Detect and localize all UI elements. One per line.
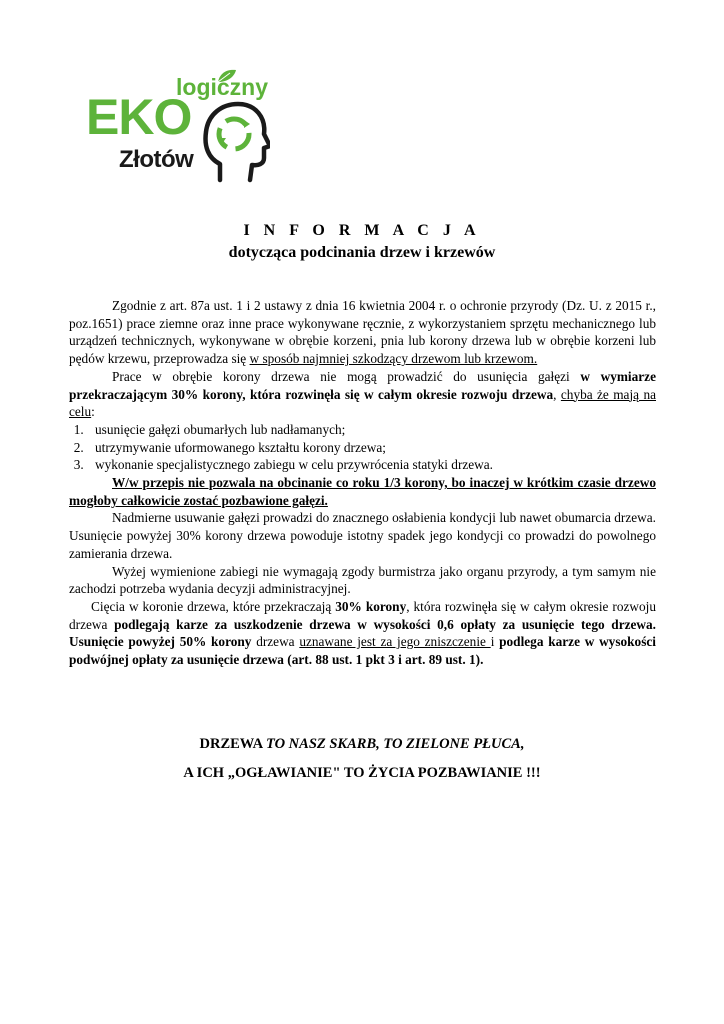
list-item: 3. wykonanie specjalistycznego zabiegu w celu przywrócenia statyki drzewa.: [87, 456, 656, 474]
list-item: 1. usunięcie gałęzi obumarłych lub nadłamanych;: [87, 421, 656, 439]
logo-word-eko: EKO: [86, 89, 192, 145]
exceptions-list: [69, 421, 656, 474]
document-title: I N F O R M A C J A: [243, 222, 481, 239]
p5-t4: i: [490, 634, 500, 650]
p5-t2: , która rozwinęła się w całym okresie rozwoju drzewa: [69, 598, 656, 632]
p1-underlined: w sposób najmniej szkodzący drzewom lub krzewom.: [249, 351, 538, 367]
p2-text-b: ,: [553, 386, 561, 402]
slogan-line-1-a: DRZEWA: [199, 736, 266, 752]
paragraph-penalties: [69, 598, 656, 669]
slogan-line-1-b: TO NASZ SKARB, TO ZIELONE PŁUCA,: [265, 736, 525, 752]
paragraph-no-permit: Wyżej wymienione zabiegi nie wymagają zgody burmistrza jako organu przyrody, a tym samym nie zachodzi potrzeba wydania decyzji administracyjnej.: [69, 563, 656, 597]
p1-text: Zgodnie z art. 87a ust. 1 i 2 ustawy z dnia 16 kwietnia 2004 r. o ochronie przyrody (Dz. U. z 2015 r., poz.1651) prace ziemne oraz inne prace wykonywane ręcznie, z wykorzystaniem sprzętu mechanicznego lub urządzeń technicznych, wykonywane w obrębie korzeni, pnia lub korony drzewa lub w obrębie korzeni lub pędów krzewu, przeprowadza się: [69, 298, 656, 367]
document-subtitle: dotycząca podcinania drzew i krzewów: [228, 244, 496, 261]
paragraph-consequences: Nadmierne usuwanie gałęzi prowadzi do znacznego osłabienia kondycji lub nawet obumarcia drzewa. Usunięcie powyżej 30% korony drzewa powoduje istotny spadek jego kondycji co prowadzi do powolnego zamierania drzewa.: [69, 510, 656, 561]
p2-text-c: :: [91, 404, 95, 420]
paragraph-crown-limit: [69, 368, 656, 421]
p2-bold-a: w wymiarze przekraczającym 30% korony, która rozwinęła się w całym okresie rozwoju drzewa: [69, 368, 656, 402]
p5-b4: podlega karze w wysokości podwójnej opłaty za usunięcie drzewa (art. 88 ust. 1 pkt 3 i art. 89 ust. 1).: [69, 634, 656, 668]
p5-b1: 30% korony: [335, 598, 407, 614]
document-body: [69, 297, 656, 669]
p2-underlined-b: chyba że mają na celu: [69, 386, 656, 420]
paragraph-legal-basis: [69, 297, 656, 368]
logo-word-zlotow: Złotów: [119, 146, 194, 173]
p2-text-a: Prace w obrębie korony drzewa nie mogą prowadzić do usunięcia gałęzi: [112, 368, 581, 384]
p5-b2: podlegają karze za uszkodzenie drzewa w wysokości 0,6 opłaty za usunięcie tego drzewa. Usunięcie powyżej 50% korony: [69, 616, 656, 650]
p5-t1: Cięcia w koronie drzewa, które przekraczają: [91, 598, 336, 614]
slogan-line-2: A ICH „OGŁAWIANIE" TO ŻYCIA POZBAWIANIE !!!: [183, 765, 541, 781]
list-item: 2. utrzymywanie uformowanego kształtu korony drzewa;: [87, 439, 656, 457]
p5-u3: uznawane jest za jego zniszczenie: [299, 634, 491, 650]
eko-logiczny-logo: [84, 68, 274, 188]
slogan-line-1: [0, 736, 724, 753]
logo-word-logiczny: logiczny: [176, 74, 269, 100]
head-recycle-icon: [200, 98, 270, 184]
warning-paragraph: W/w przepis nie pozwala na obcinanie co roku 1/3 korony, bo inaczej w krótkim czasie drzewo mogłoby całkowicie zostać pozbawione gałęzi.: [69, 475, 656, 508]
p5-t3: drzewa: [251, 634, 300, 650]
